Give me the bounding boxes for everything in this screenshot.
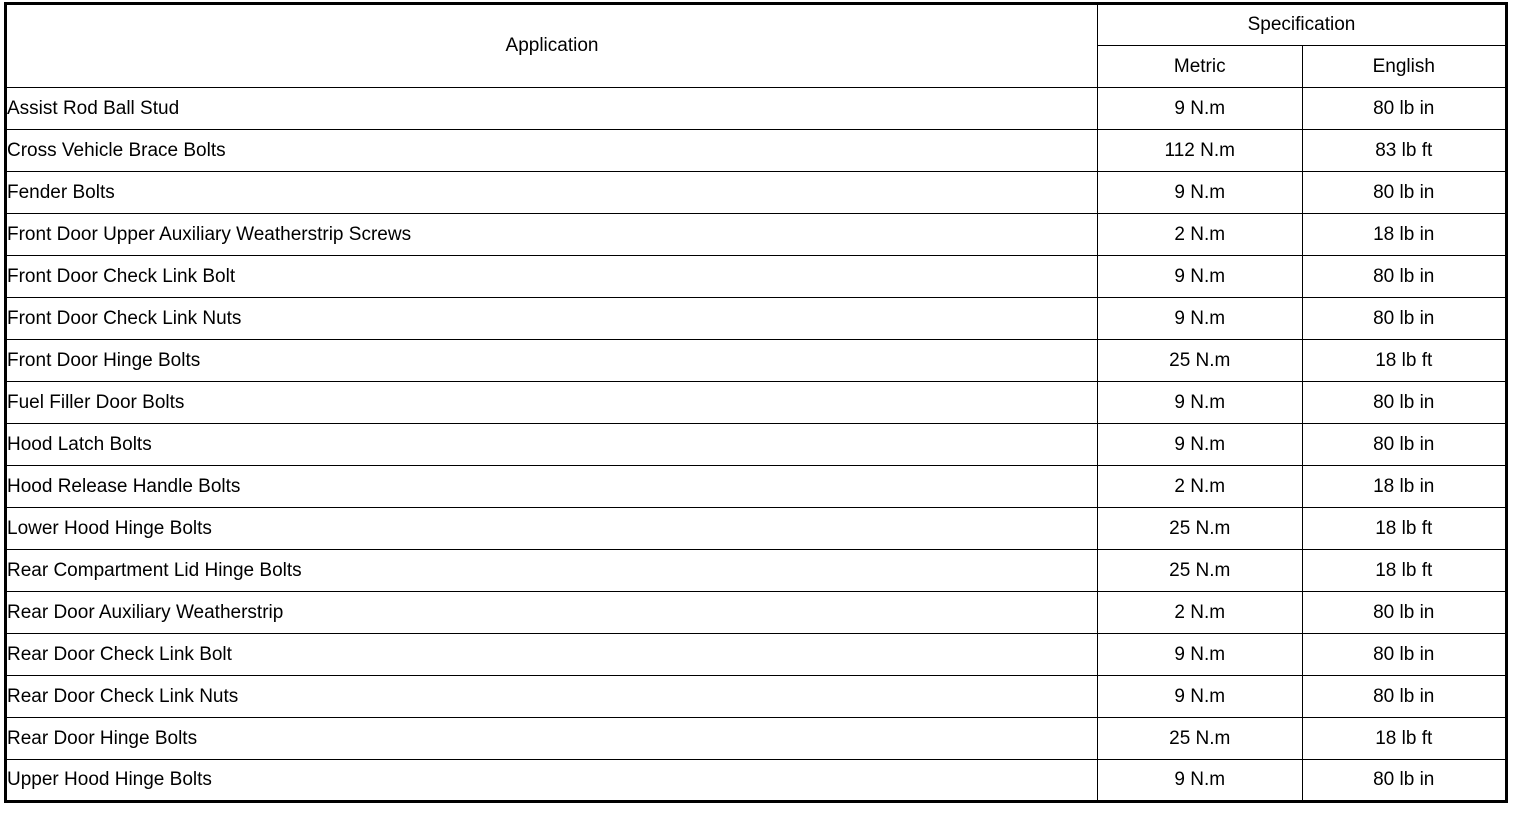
table-body xyxy=(6,88,1507,802)
cell-metric: 25 N.m xyxy=(1098,508,1303,550)
cell-application: Cross Vehicle Brace Bolts xyxy=(6,130,1098,172)
column-header-application: Application xyxy=(6,4,1098,88)
cell-english: 18 lb ft xyxy=(1302,508,1507,550)
cell-metric: 9 N.m xyxy=(1098,634,1303,676)
cell-english: 83 lb ft xyxy=(1302,130,1507,172)
cell-application: Rear Door Check Link Nuts xyxy=(6,676,1098,718)
table-row xyxy=(6,592,1507,634)
column-header-specification: Specification xyxy=(1098,4,1507,46)
cell-application: Front Door Check Link Bolt xyxy=(6,256,1098,298)
table-row xyxy=(6,550,1507,592)
table-row xyxy=(6,130,1507,172)
cell-english: 80 lb in xyxy=(1302,88,1507,130)
cell-english: 18 lb in xyxy=(1302,466,1507,508)
cell-metric: 9 N.m xyxy=(1098,298,1303,340)
cell-english: 80 lb in xyxy=(1302,592,1507,634)
cell-metric: 9 N.m xyxy=(1098,424,1303,466)
cell-application: Hood Release Handle Bolts xyxy=(6,466,1098,508)
cell-application: Hood Latch Bolts xyxy=(6,424,1098,466)
table-row xyxy=(6,214,1507,256)
table-row xyxy=(6,298,1507,340)
table-row xyxy=(6,340,1507,382)
table-row xyxy=(6,676,1507,718)
column-header-metric: Metric xyxy=(1098,46,1303,88)
cell-english: 80 lb in xyxy=(1302,424,1507,466)
cell-metric: 9 N.m xyxy=(1098,88,1303,130)
cell-metric: 25 N.m xyxy=(1098,718,1303,760)
cell-metric: 25 N.m xyxy=(1098,340,1303,382)
table-row xyxy=(6,88,1507,130)
cell-metric: 9 N.m xyxy=(1098,256,1303,298)
cell-english: 18 lb ft xyxy=(1302,340,1507,382)
table-row xyxy=(6,172,1507,214)
cell-metric: 112 N.m xyxy=(1098,130,1303,172)
table-row xyxy=(6,382,1507,424)
cell-metric: 2 N.m xyxy=(1098,214,1303,256)
cell-application: Rear Door Auxiliary Weatherstrip xyxy=(6,592,1098,634)
cell-english: 80 lb in xyxy=(1302,760,1507,802)
cell-english: 80 lb in xyxy=(1302,634,1507,676)
table-row xyxy=(6,718,1507,760)
cell-application: Upper Hood Hinge Bolts xyxy=(6,760,1098,802)
cell-application: Fuel Filler Door Bolts xyxy=(6,382,1098,424)
cell-english: 80 lb in xyxy=(1302,298,1507,340)
cell-application: Assist Rod Ball Stud xyxy=(6,88,1098,130)
cell-english: 80 lb in xyxy=(1302,382,1507,424)
table-row xyxy=(6,508,1507,550)
cell-english: 18 lb ft xyxy=(1302,718,1507,760)
column-header-english: English xyxy=(1302,46,1507,88)
cell-application: Fender Bolts xyxy=(6,172,1098,214)
fastener-specifications-table xyxy=(4,2,1508,803)
table-row xyxy=(6,466,1507,508)
cell-metric: 9 N.m xyxy=(1098,382,1303,424)
cell-application: Rear Compartment Lid Hinge Bolts xyxy=(6,550,1098,592)
cell-metric: 2 N.m xyxy=(1098,466,1303,508)
cell-application: Front Door Check Link Nuts xyxy=(6,298,1098,340)
cell-english: 18 lb in xyxy=(1302,214,1507,256)
cell-english: 80 lb in xyxy=(1302,256,1507,298)
table-row xyxy=(6,256,1507,298)
cell-metric: 9 N.m xyxy=(1098,676,1303,718)
table-header xyxy=(6,4,1507,88)
cell-application: Front Door Upper Auxiliary Weatherstrip Screws xyxy=(6,214,1098,256)
cell-metric: 9 N.m xyxy=(1098,760,1303,802)
cell-application: Lower Hood Hinge Bolts xyxy=(6,508,1098,550)
cell-application: Front Door Hinge Bolts xyxy=(6,340,1098,382)
table-row xyxy=(6,634,1507,676)
cell-metric: 9 N.m xyxy=(1098,172,1303,214)
cell-english: 80 lb in xyxy=(1302,676,1507,718)
cell-application: Rear Door Hinge Bolts xyxy=(6,718,1098,760)
cell-metric: 2 N.m xyxy=(1098,592,1303,634)
cell-metric: 25 N.m xyxy=(1098,550,1303,592)
table-row xyxy=(6,760,1507,802)
header-row-top xyxy=(6,4,1507,46)
cell-application: Rear Door Check Link Bolt xyxy=(6,634,1098,676)
cell-english: 80 lb in xyxy=(1302,172,1507,214)
table-row xyxy=(6,424,1507,466)
cell-english: 18 lb ft xyxy=(1302,550,1507,592)
